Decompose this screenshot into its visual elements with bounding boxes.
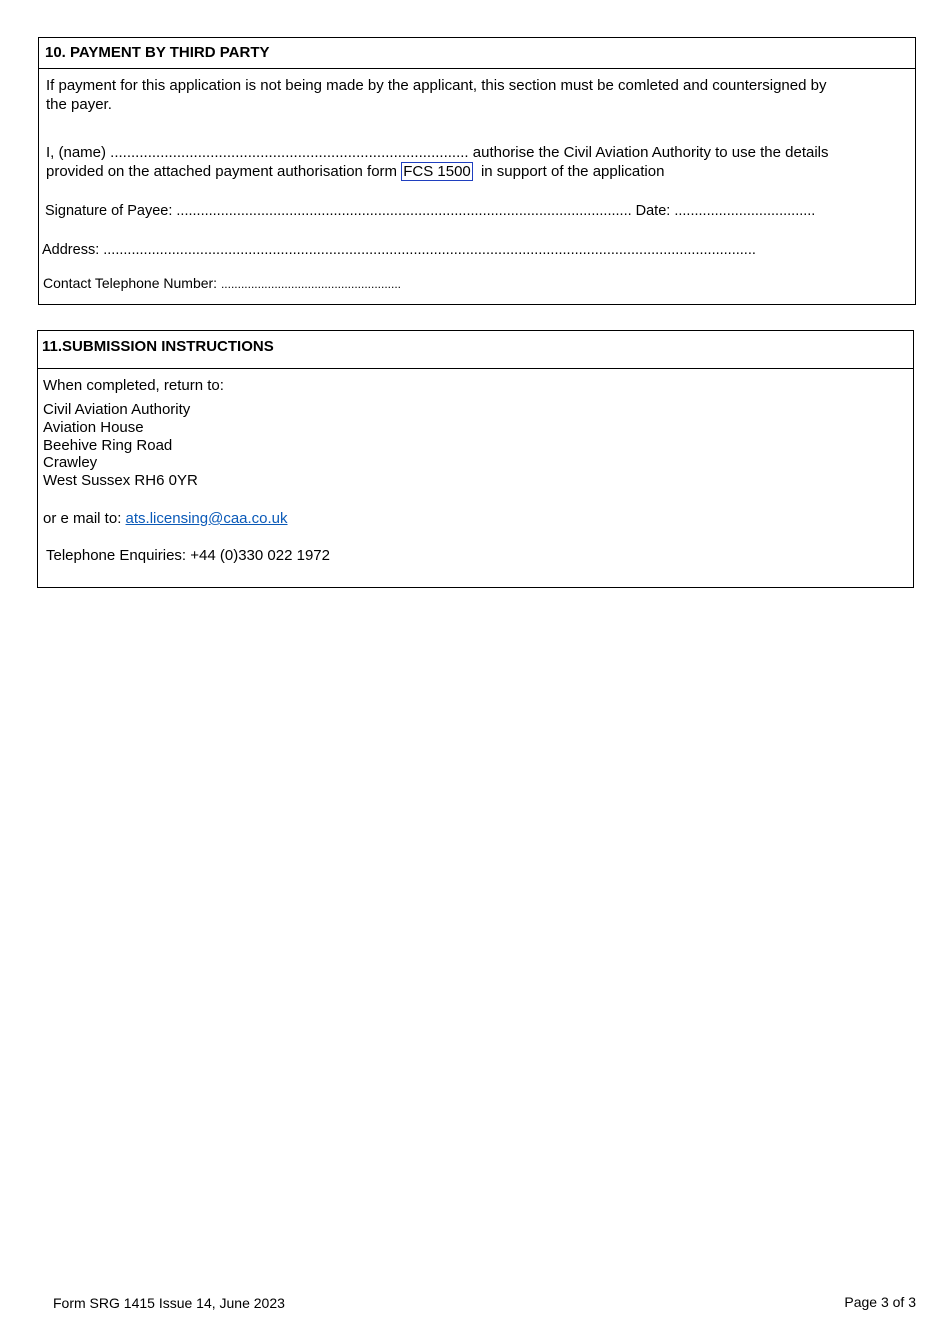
payment-intro-line-2: the payer. xyxy=(46,96,112,113)
telephone-enquiries: Telephone Enquiries: +44 (0)330 022 1972 xyxy=(46,547,330,564)
section-10-heading: 10. PAYMENT BY THIRD PARTY xyxy=(39,38,915,69)
payment-third-party-section xyxy=(38,37,916,305)
payment-intro-line-1: If payment for this application is not being made by the applicant, this section must be comleted and countersigned by xyxy=(46,77,827,94)
address-line: Civil Aviation Authority xyxy=(43,401,191,418)
address-line: Crawley xyxy=(43,454,98,472)
section-11-heading: 11.SUBMISSION INSTRUCTIONS xyxy=(38,331,913,369)
email-link[interactable]: ats.licensing@caa.co.uk xyxy=(125,510,288,527)
form-fcs-1500-link[interactable]: FCS 1500 xyxy=(403,163,471,180)
submission-instructions-section xyxy=(37,330,914,588)
form-identifier: Form SRG 1415 Issue 14, June 2023 xyxy=(53,1295,285,1311)
contact-telephone-field[interactable] xyxy=(43,274,401,294)
contact-telephone-dots: ...................................................... xyxy=(220,277,402,291)
payment-authorisation-text: provided on the attached payment authorisation form xyxy=(46,163,398,180)
payment-authorisation-line xyxy=(46,162,664,181)
payee-signature-field[interactable]: Signature of Payee: ................................................................................................................. Date: ................................... xyxy=(45,203,816,219)
payer-name-field[interactable]: I, (name) ...................................................................................... authorise the Civil Aviation Authority to use the details xyxy=(46,144,829,161)
email-line xyxy=(43,509,288,528)
return-address xyxy=(43,401,198,490)
address-line: West Sussex RH6 0YR xyxy=(43,472,198,490)
address-line: Beehive Ring Road xyxy=(43,436,173,454)
email-label: or e mail to: xyxy=(43,510,122,527)
address-line: Aviation House xyxy=(43,418,144,436)
return-to-label: When completed, return to: xyxy=(43,377,224,394)
contact-telephone-label: Contact Telephone Number: xyxy=(43,275,218,291)
payment-authorisation-end: in support of the application xyxy=(480,163,665,180)
page-number: Page 3 of 3 xyxy=(844,1294,916,1310)
payer-address-field[interactable]: Address: .................................................................................................................................................................. xyxy=(42,242,756,258)
